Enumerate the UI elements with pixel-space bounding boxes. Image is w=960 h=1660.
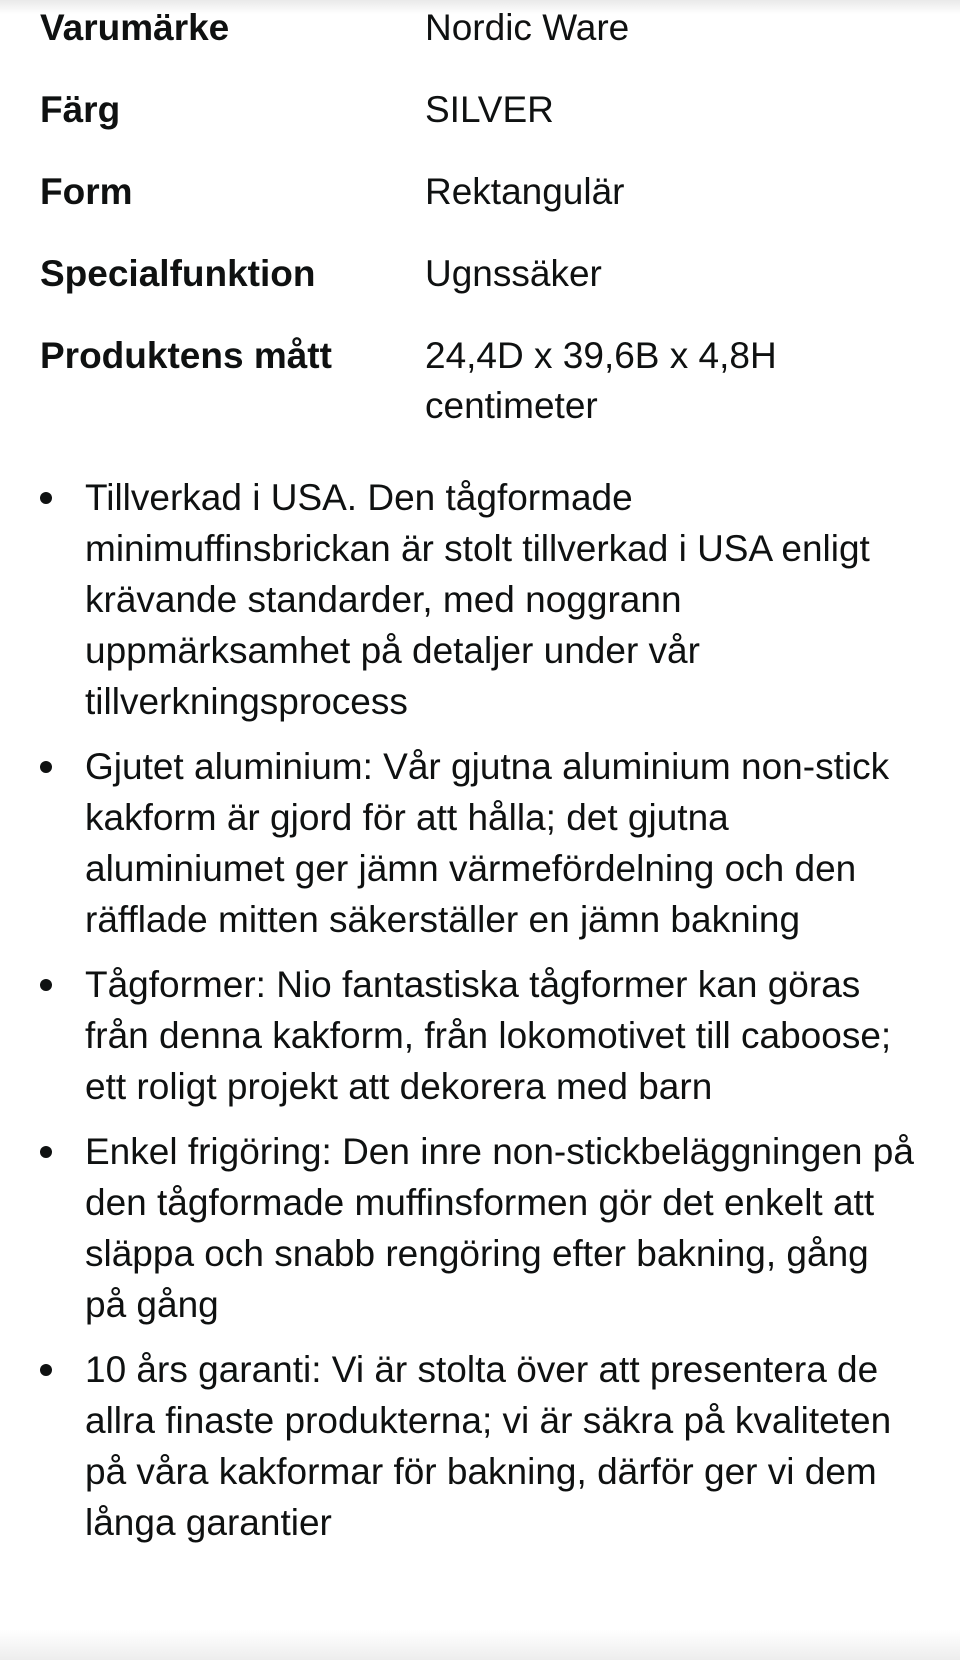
spec-value: SILVER xyxy=(425,89,554,130)
spec-value: 24,4D x 39,6B x 4,8H centimeter xyxy=(425,335,777,426)
spec-label: Varumärke xyxy=(40,7,230,48)
bullet-text: Tågformer: Nio fantastiska tågformer kan göras från denna kakform, från lokomotivet till caboose; ett roligt projekt att dekorera med barn xyxy=(85,964,892,1107)
bullet-icon xyxy=(40,1344,85,1395)
bullet-icon xyxy=(40,472,85,523)
spec-value: Ugnssäker xyxy=(425,253,602,294)
bullet-text: Gjutet aluminium: Vår gjutna aluminium non-stick kakform är gjord för att hålla; det gjutna aluminiumet ger jämn värmefördelning och den räfflade mitten säkerställer en jämn bakning xyxy=(85,746,890,940)
spec-row-brand xyxy=(40,3,629,53)
bullet-icon xyxy=(40,1126,85,1177)
spec-label: Specialfunktion xyxy=(40,253,316,294)
bullet-icon xyxy=(40,959,85,1010)
bullet-text: Tillverkad i USA. Den tågformade minimuffinsbrickan är stolt tillverkad i USA enligt krävande standarder, med noggrann uppmärksamhet på detaljer under vår tillverkningsprocess xyxy=(85,477,870,722)
list-item xyxy=(40,1344,920,1548)
bullet-text: Enkel frigöring: Den inre non-stickbeläggningen på den tågformade muffinsformen gör det enkelt att släppa och snabb rengöring efter bakning, gång på gång xyxy=(85,1131,914,1325)
spec-row-shape xyxy=(40,167,625,217)
spec-label: Form xyxy=(40,171,133,212)
list-item xyxy=(40,741,920,945)
spec-value: Nordic Ware xyxy=(425,7,630,48)
spec-row-color xyxy=(40,85,554,135)
spec-value: Rektangulär xyxy=(425,171,625,212)
list-item xyxy=(40,1126,920,1330)
about-item-bullets xyxy=(40,472,920,1562)
spec-row-dimensions xyxy=(40,331,920,431)
spec-label: Färg xyxy=(40,89,121,130)
list-item xyxy=(40,959,920,1112)
spec-label: Produktens mått xyxy=(40,335,332,376)
list-item xyxy=(40,472,920,727)
spec-row-special-feature xyxy=(40,249,602,299)
bullet-icon xyxy=(40,741,85,792)
bullet-text: 10 års garanti: Vi är stolta över att presentera de allra finaste produkterna; vi är säkra på kvaliteten på våra kakformar för bakning, därför ger vi dem långa garantier xyxy=(85,1349,892,1543)
